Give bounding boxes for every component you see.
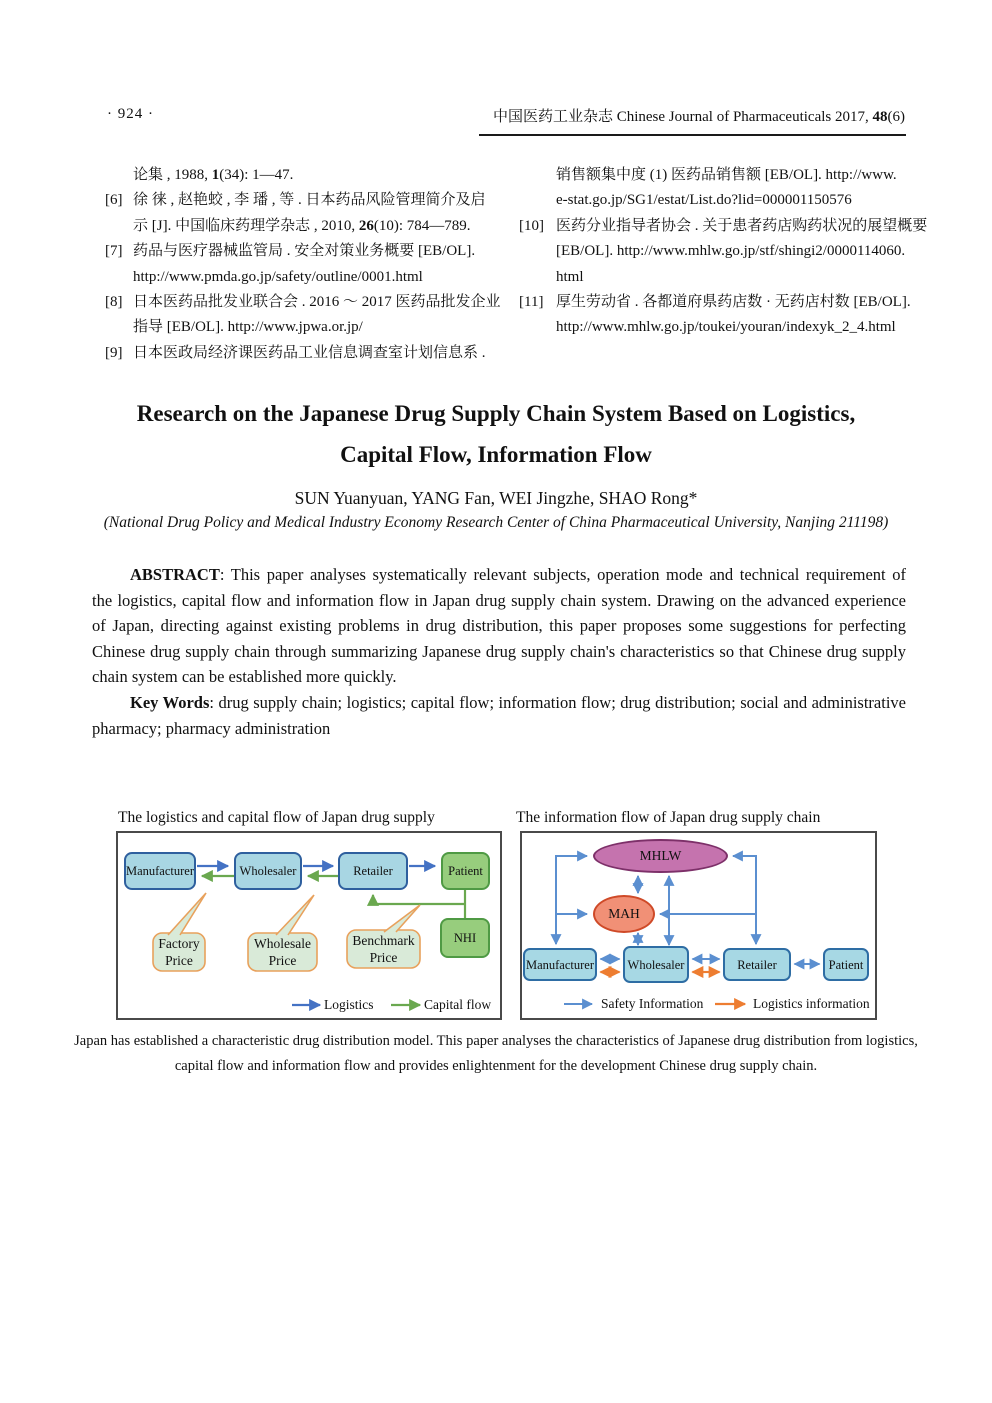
affiliation: (National Drug Policy and Medical Industry Economy Research Center of China Pharmaceutical University, Nanjing 211198) bbox=[103, 514, 889, 531]
journal-issue: (6) bbox=[887, 109, 905, 125]
reference-line: [6] 徐 徕 , 赵艳蛟 , 李 璠 , 等 . 日本药品风险管理简介及启 bbox=[105, 192, 486, 209]
keywords-line: pharmacy; pharmacy administration bbox=[92, 718, 331, 738]
reference-line: [9] 日本医政局经济课医药品工业信息调查室计划信息系 . bbox=[105, 344, 486, 361]
keywords-label: Key Words bbox=[130, 692, 210, 712]
reference-line: [8] 日本医药品批发业联合会 . 2016 ～ 2017 医药品批发企业 bbox=[105, 294, 501, 311]
node-retailer: Retailer bbox=[723, 948, 791, 981]
reference-line: 指导 [EB/OL]. http://www.jpwa.or.jp/ bbox=[133, 319, 363, 336]
journal-header bbox=[493, 105, 905, 126]
abstract-block bbox=[92, 562, 906, 741]
abstract-line: chain system can be established more quickly. bbox=[92, 667, 397, 687]
node-mah: MAH bbox=[593, 895, 655, 933]
reference-line: http://www.mhlw.go.jp/toukei/youran/indexyk_2_4.html bbox=[556, 319, 896, 336]
node-retailer: Retailer bbox=[338, 852, 408, 890]
node-manufacturer: Manufacturer bbox=[124, 852, 196, 890]
callout-wholesale-price: Wholesale Price bbox=[254, 936, 311, 968]
node-mhlw: MHLW bbox=[593, 839, 728, 873]
node-patient: Patient bbox=[441, 852, 490, 890]
reference-line: [EB/OL]. http://www.mhlw.go.jp/stf/shingi2/0000114060. bbox=[556, 243, 906, 260]
figure-right-title: The information flow of Japan drug supply chain bbox=[516, 809, 821, 826]
article-title-line2: Capital Flow, Information Flow bbox=[340, 442, 652, 467]
reference-line: 销售额集中度 (1) 医药品销售额 [EB/OL]. http://www. bbox=[556, 167, 897, 183]
legend-capital-flow-label: Capital flow bbox=[424, 997, 492, 1012]
reference-line: [10] 医药分业指导者协会 . 关于患者药店购药状况的展望概要 bbox=[519, 217, 928, 234]
abstract-label: ABSTRACT bbox=[130, 565, 220, 584]
authors: SUN Yuanyuan, YANG Fan, WEI Jingzhe, SHAO Rong* bbox=[294, 488, 698, 508]
legend-logistics-label: Logistics bbox=[324, 997, 374, 1012]
node-wholesaler: Wholesaler bbox=[623, 946, 689, 983]
figure-left-title: The logistics and capital flow of Japan drug supply bbox=[118, 809, 435, 826]
reference-line: [11] 厚生劳动省 . 各都道府県药店数 · 无药店村数 [EB/OL]. bbox=[519, 294, 911, 311]
journal-volume: 48 bbox=[872, 109, 888, 125]
node-patient: Patient bbox=[823, 948, 869, 981]
journal-title: 中国医药工业杂志 Chinese Journal of Pharmaceuticals 2017, bbox=[492, 109, 873, 125]
reference-line: [7] 药品与医疗器械监管局 . 安全对策业务概要 [EB/OL]. bbox=[105, 243, 476, 260]
callout-benchmark-price: Benchmark Price bbox=[352, 933, 415, 965]
article-title bbox=[0, 393, 992, 475]
references-right-column bbox=[519, 163, 929, 341]
figure-caption-line2: capital flow and information flow and provides enlightenment for the development Chinese drug supply chain. bbox=[174, 1058, 818, 1074]
figure-caption-line1: Japan has established a characteristic drug distribution model. This paper analyses the characteristics of Japanese drug distribution from logistics, bbox=[74, 1033, 918, 1049]
node-wholesaler: Wholesaler bbox=[234, 852, 302, 890]
abstract-line: of Japan, directing against existing problems in drug distribution, this paper proposes some suggestions for perfecting bbox=[92, 616, 906, 636]
reference-line: http://www.pmda.go.jp/safety/outline/0001.html bbox=[133, 268, 423, 285]
node-manufacturer: Manufacturer bbox=[523, 948, 597, 981]
reference-line: 示 [J]. 中国临床药理学杂志 , 2010, 26(10): 784—789. bbox=[133, 217, 471, 234]
figure-information-flow bbox=[520, 831, 877, 1020]
page-number: · 924 · bbox=[107, 106, 154, 122]
header-rule bbox=[479, 134, 906, 136]
figure-logistics-capital-flow bbox=[116, 831, 502, 1020]
callout-factory-price: Factory Price bbox=[158, 936, 200, 968]
article-title-line1: Research on the Japanese Drug Supply Chain System Based on Logistics, bbox=[136, 401, 856, 426]
abstract-line: the logistics, capital flow and information flow in Japan drug supply chain system. Drawing on the advanced experience bbox=[92, 590, 906, 610]
abstract-line: ABSTRACT: This paper analyses systematically relevant subjects, operation mode and technical requirement of bbox=[130, 565, 906, 584]
reference-line: html bbox=[556, 268, 584, 285]
node-nhi: NHI bbox=[440, 918, 490, 958]
reference-line: e-stat.go.jp/SG1/estat/List.do?lid=000001150576 bbox=[556, 192, 852, 209]
abstract-line: Chinese drug supply chain through summarizing Japanese drug supply chain's characteristics so that Chinese drug supply bbox=[92, 641, 906, 661]
reference-line: 论集 , 1988, 1(34): 1—47. bbox=[133, 167, 294, 183]
keywords-line: Key Words: drug supply chain; logistics; capital flow; information flow; drug distribution; social and administrative bbox=[130, 692, 906, 712]
legend-safety-information-label: Safety Information bbox=[601, 996, 704, 1011]
safety-information-arrows bbox=[556, 855, 820, 1004]
legend-logistics-information-label: Logistics information bbox=[753, 996, 870, 1011]
references-left-column bbox=[105, 163, 515, 366]
